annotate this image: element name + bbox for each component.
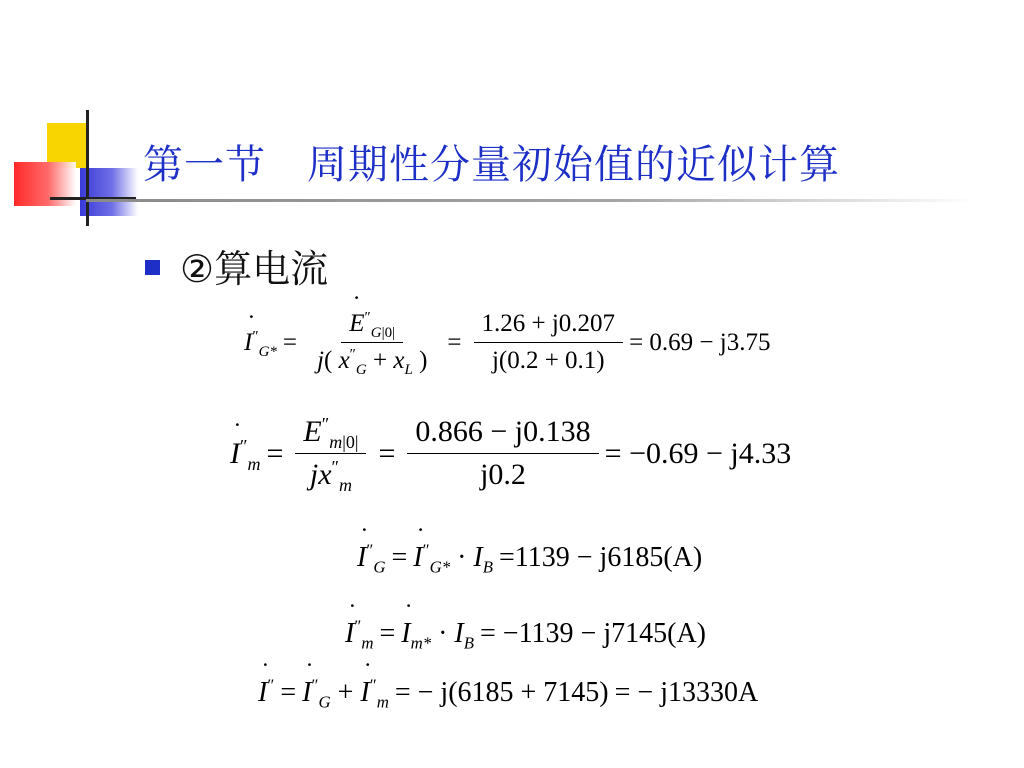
eq1-result: = 0.69 − j3.75 bbox=[629, 328, 771, 356]
eq2-fraction-symbolic bbox=[295, 414, 366, 495]
eq4-equals: = bbox=[379, 618, 396, 649]
eq4-lhs: ˙ $I''_m$ bbox=[345, 618, 373, 650]
eq4-rhs-symbolic: ˙ $I_{m*} \cdot I_B$ bbox=[401, 618, 474, 650]
bullet-text: ②算电流 bbox=[180, 247, 329, 291]
slide-title: 第一节 周期性分量初始值的近似计算 bbox=[143, 142, 840, 188]
decor-vertical-line bbox=[86, 110, 89, 226]
eq1-denominator-numeric: j(0.2 + 0.1) bbox=[491, 347, 605, 374]
eq1-equals-2: = bbox=[447, 328, 462, 356]
eq1-numerator-symbolic: ˙ $E''_{G|0|}$ bbox=[341, 310, 403, 343]
equation-5 bbox=[258, 675, 759, 712]
eq2-fraction-numeric bbox=[407, 415, 598, 492]
equation-4 bbox=[345, 616, 706, 653]
equation-1 bbox=[244, 309, 771, 378]
eq2-numerator-symbolic: $E''_{m|0|}$ bbox=[295, 415, 366, 454]
bullet-square-icon bbox=[145, 260, 160, 275]
eq2-equals: = bbox=[266, 436, 284, 470]
equation-3 bbox=[357, 540, 703, 577]
eq3-result: =1139 − j6185(A) bbox=[499, 542, 703, 573]
eq2-denominator-numeric: j0.2 bbox=[480, 458, 526, 491]
eq1-lhs: ˙ $I''_{G*}$ bbox=[244, 329, 277, 357]
eq5-rhs-symbolic: ˙ $I''_G$ + ˙ $I''_m$ bbox=[302, 677, 389, 709]
eq4-result: = −1139 − j7145(A) bbox=[480, 618, 706, 649]
eq2-lhs: ˙ $I''_m$ bbox=[230, 437, 261, 471]
eq1-denominator-symbolic: j( $x''_G + x_L$ ) bbox=[317, 346, 428, 378]
eq1-equals: = bbox=[282, 328, 298, 356]
title-underline-rule bbox=[86, 199, 976, 202]
eq3-equals: = bbox=[391, 542, 408, 573]
eq2-denominator-symbolic: $jx''_m$ bbox=[309, 457, 353, 495]
eq5-lhs: ˙ I″ bbox=[258, 677, 274, 709]
eq5-mid: = − j(6185 + 7145) bbox=[394, 677, 609, 708]
eq3-rhs-symbolic: ˙ $I''_{G*} \cdot I_B$ bbox=[413, 542, 493, 574]
eq1-fraction-symbolic bbox=[309, 309, 435, 378]
eq5-equals: = bbox=[280, 677, 297, 708]
eq1-fraction-numeric bbox=[474, 310, 624, 375]
equation-2 bbox=[230, 414, 792, 495]
eq2-numerator-numeric: 0.866 − j0.138 bbox=[407, 415, 598, 454]
eq3-lhs: ˙ $I''_G$ bbox=[357, 542, 385, 574]
eq1-numerator-numeric: 1.26 + j0.207 bbox=[474, 310, 624, 343]
eq2-result: = −0.69 − j4.33 bbox=[604, 436, 792, 470]
eq5-result: = − j13330A bbox=[614, 677, 759, 708]
eq2-equals-2: = bbox=[378, 436, 396, 470]
